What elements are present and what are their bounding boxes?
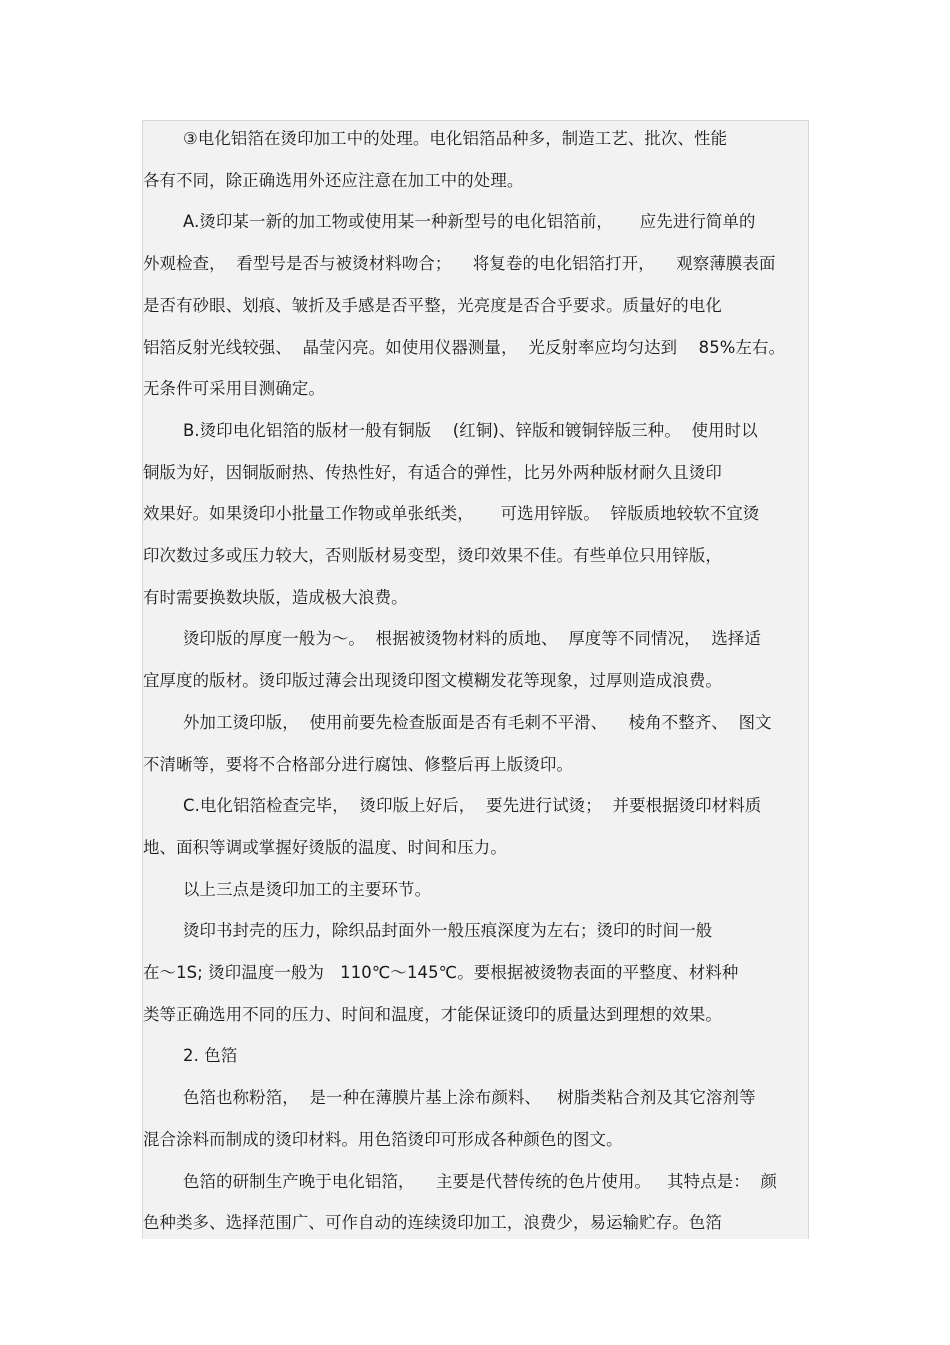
paragraph-first-line: 烫印书封壳的压力，除织品封面外一般压痕深度为左右；烫印的时间一般 xyxy=(183,921,713,941)
paragraph-line: 无条件可采用目测确定。 xyxy=(143,379,325,399)
paragraph-line: 各有不同，除正确选用外还应注意在加工中的处理。 xyxy=(143,170,524,190)
paragraph-line: 铝箔反射光线较强、 晶莹闪亮。如使用仪器测量， 光反射率应均匀达到 85%左右。 xyxy=(143,337,786,357)
paragraph-first-line: 烫印版的厚度一般为～。 根据被烫物材料的质地、 厚度等不同情况， 选择适 xyxy=(183,629,761,649)
paragraph-line: 宜厚度的版材。烫印版过薄会出现烫印图文模糊发花等现象，过厚则造成浪费。 xyxy=(143,671,722,691)
paragraph-first-line: C.电化铝箔检查完毕， 烫印版上好后， 要先进行试烫； 并要根据烫印材料质 xyxy=(183,796,762,816)
paragraph-first-line: A.烫印某一新的加工物或使用某一种新型号的电化铝箔前， 应先进行简单的 xyxy=(183,212,756,232)
paragraph-line: 混合涂料而制成的烫印材料。用色箔烫印可形成各种颜色的图文。 xyxy=(143,1129,623,1149)
paragraph-line: 印次数过多或压力较大，否则版材易变型，烫印效果不佳。有些单位只用锌版， xyxy=(143,546,722,565)
paragraph-line: 不清晰等，要将不合格部分进行腐蚀、修整后再上版烫印。 xyxy=(143,754,574,774)
paragraph-line: 在～1S; 烫印温度一般为 110℃～145℃。要根据被烫物表面的平整度、材料种 xyxy=(143,963,739,982)
paragraph-line: 有时需要换数块版，造成极大浪费。 xyxy=(143,587,408,607)
paragraph-first-line: 色箔也称粉箔， 是一种在薄膜片基上涂布颜料、 树脂类粘合剂及其它溶剂等 xyxy=(183,1088,756,1108)
paragraph-line: 外观检查， 看型号是否与被烫材料吻合； 将复卷的电化铝箔打开， 观察薄膜表面 xyxy=(143,254,776,274)
paragraph-line: 是否有砂眼、划痕、皱折及手感是否平整，光亮度是否合乎要求。质量好的电化 xyxy=(143,295,722,315)
paragraph-first-line: 以上三点是烫印加工的主要环节。 xyxy=(183,879,432,899)
paragraph-first-line: ③电化铝箔在烫印加工中的处理。电化铝箔品种多，制造工艺、批次、性能 xyxy=(183,129,728,148)
paragraph-first-line: 色箔的研制生产晚于电化铝箔， 主要是代替传统的色片使用。 其特点是： 颜 xyxy=(183,1171,778,1191)
paragraph-first-line: 2. 色箔 xyxy=(183,1046,238,1066)
paragraph-first-line: B.烫印电化铝箔的版材一般有铜版 (红铜)、锌版和镀铜锌版三种。 使用时以 xyxy=(183,420,758,440)
paragraph-line: 效果好。如果烫印小批量工作物或单张纸类， 可选用锌版。 锌版质地较软不宜烫 xyxy=(143,504,760,524)
paragraph-line: 地、面积等调或掌握好烫版的温度、时间和压力。 xyxy=(143,837,507,857)
paragraph-line: 铜版为好，因铜版耐热、传热性好，有适合的弹性，比另外两种版材耐久且烫印 xyxy=(143,462,722,482)
text-body xyxy=(142,120,809,1239)
paragraph-line: 类等正确选用不同的压力、时间和温度，才能保证烫印的质量达到理想的效果。 xyxy=(143,1004,722,1024)
paragraph-line: 色种类多、选择范围广、可作自动的连续烫印加工，浪费少，易运输贮存。色箔 xyxy=(143,1213,722,1233)
paragraph-first-line: 外加工烫印版， 使用前要先检查版面是否有毛刺不平滑、 棱角不整齐、 图文 xyxy=(183,712,772,732)
